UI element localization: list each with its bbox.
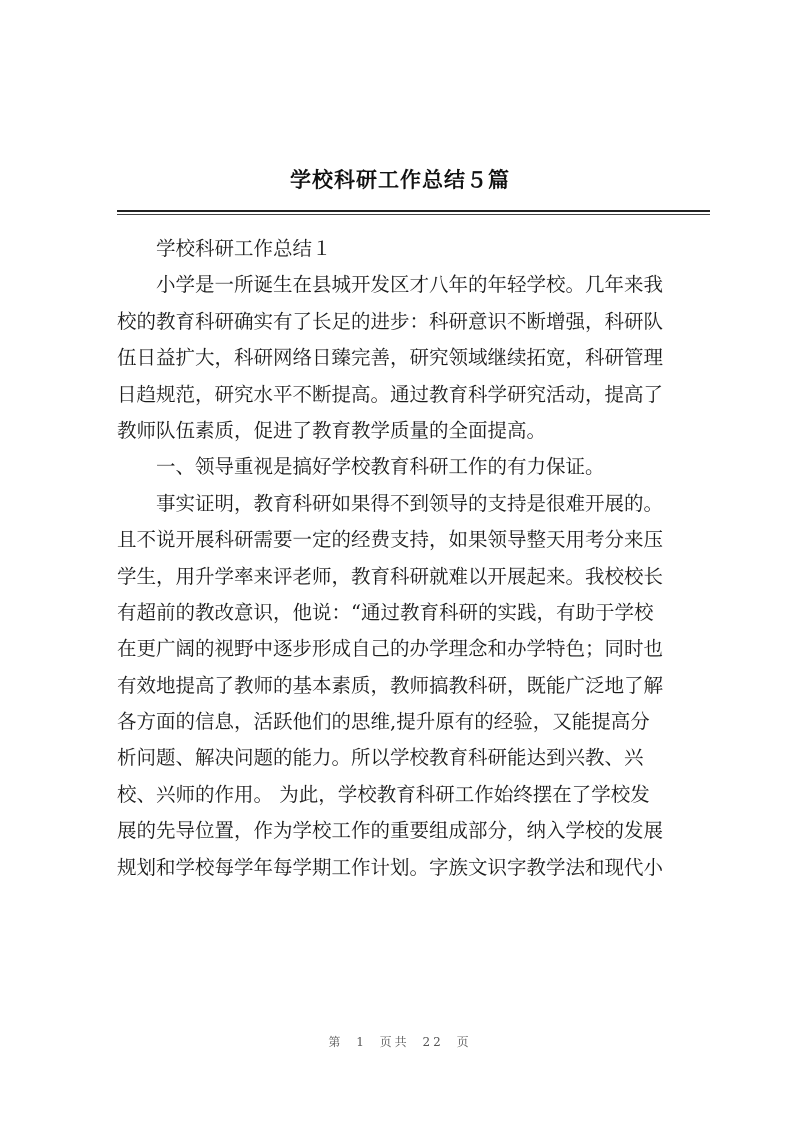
text-line: 在更广阔的视野中逐步形成自己的办学理念和办学特色；同时也 (117, 637, 664, 661)
section-heading: 学校科研工作总结１ (156, 237, 332, 260)
text-line: 学生，用升学率来评老师，教育科研就难以开展起来。我校校长 (117, 564, 664, 588)
paragraph-1 (117, 267, 711, 449)
text-line: 析问题、解决问题的能力。所以学校教育科研能达到兴教、兴 (117, 746, 644, 770)
text-line: 小学是一所诞生在县城开发区才八年的年轻学校。几年来我 (156, 273, 664, 297)
document-body (117, 231, 711, 886)
text-line: 教师队伍素质，促进了教育教学质量的全面提高。 (117, 418, 547, 442)
text-line: 各方面的信息，活跃他们的思维,提升原有的经验，又能提高分 (117, 710, 650, 734)
title-divider (117, 210, 710, 212)
text-line: 规划和学校每学年每学期工作计划。字族文识字教学法和现代小 (117, 855, 664, 879)
text-line: 伍日益扩大，科研网络日臻完善，研究领域继续拓宽，科研管理 (117, 346, 664, 370)
text-line: 校、兴师的作用。 为此，学校教育科研工作始终摆在了学校发 (117, 782, 650, 806)
document-title: 学校科研工作总结５篇 (290, 168, 510, 192)
text-line: 事实证明，教育科研如果得不到领导的支持是很难开展的。 (156, 491, 664, 515)
text-line: 一、领导重视是搞好学校教育科研工作的有力保证。 (156, 455, 605, 479)
text-line: 且不说开展科研需要一定的经费支持，如果领导整天用考分来压 (117, 528, 664, 552)
paragraph-3 (117, 486, 711, 886)
paragraph-2 (117, 449, 711, 485)
text-line: 有超前的教改意识，他说：“通过教育科研的实践，有助于学校 (117, 600, 654, 624)
text-line: 展的先导位置，作为学校工作的重要组成部分，纳入学校的发展 (117, 819, 664, 843)
page-footer: 第 1 页共 22 页 (328, 1035, 472, 1049)
text-line: 有效地提高了教师的基本素质，教师搞教科研，既能广泛地了解 (117, 673, 664, 697)
text-line: 校的教育科研确实有了长足的进步：科研意识不断增强，科研队 (117, 309, 664, 333)
text-line: 日趋规范，研究水平不断提高。通过教育科学研究活动，提高了 (117, 382, 664, 406)
title-divider-thin (117, 214, 710, 215)
